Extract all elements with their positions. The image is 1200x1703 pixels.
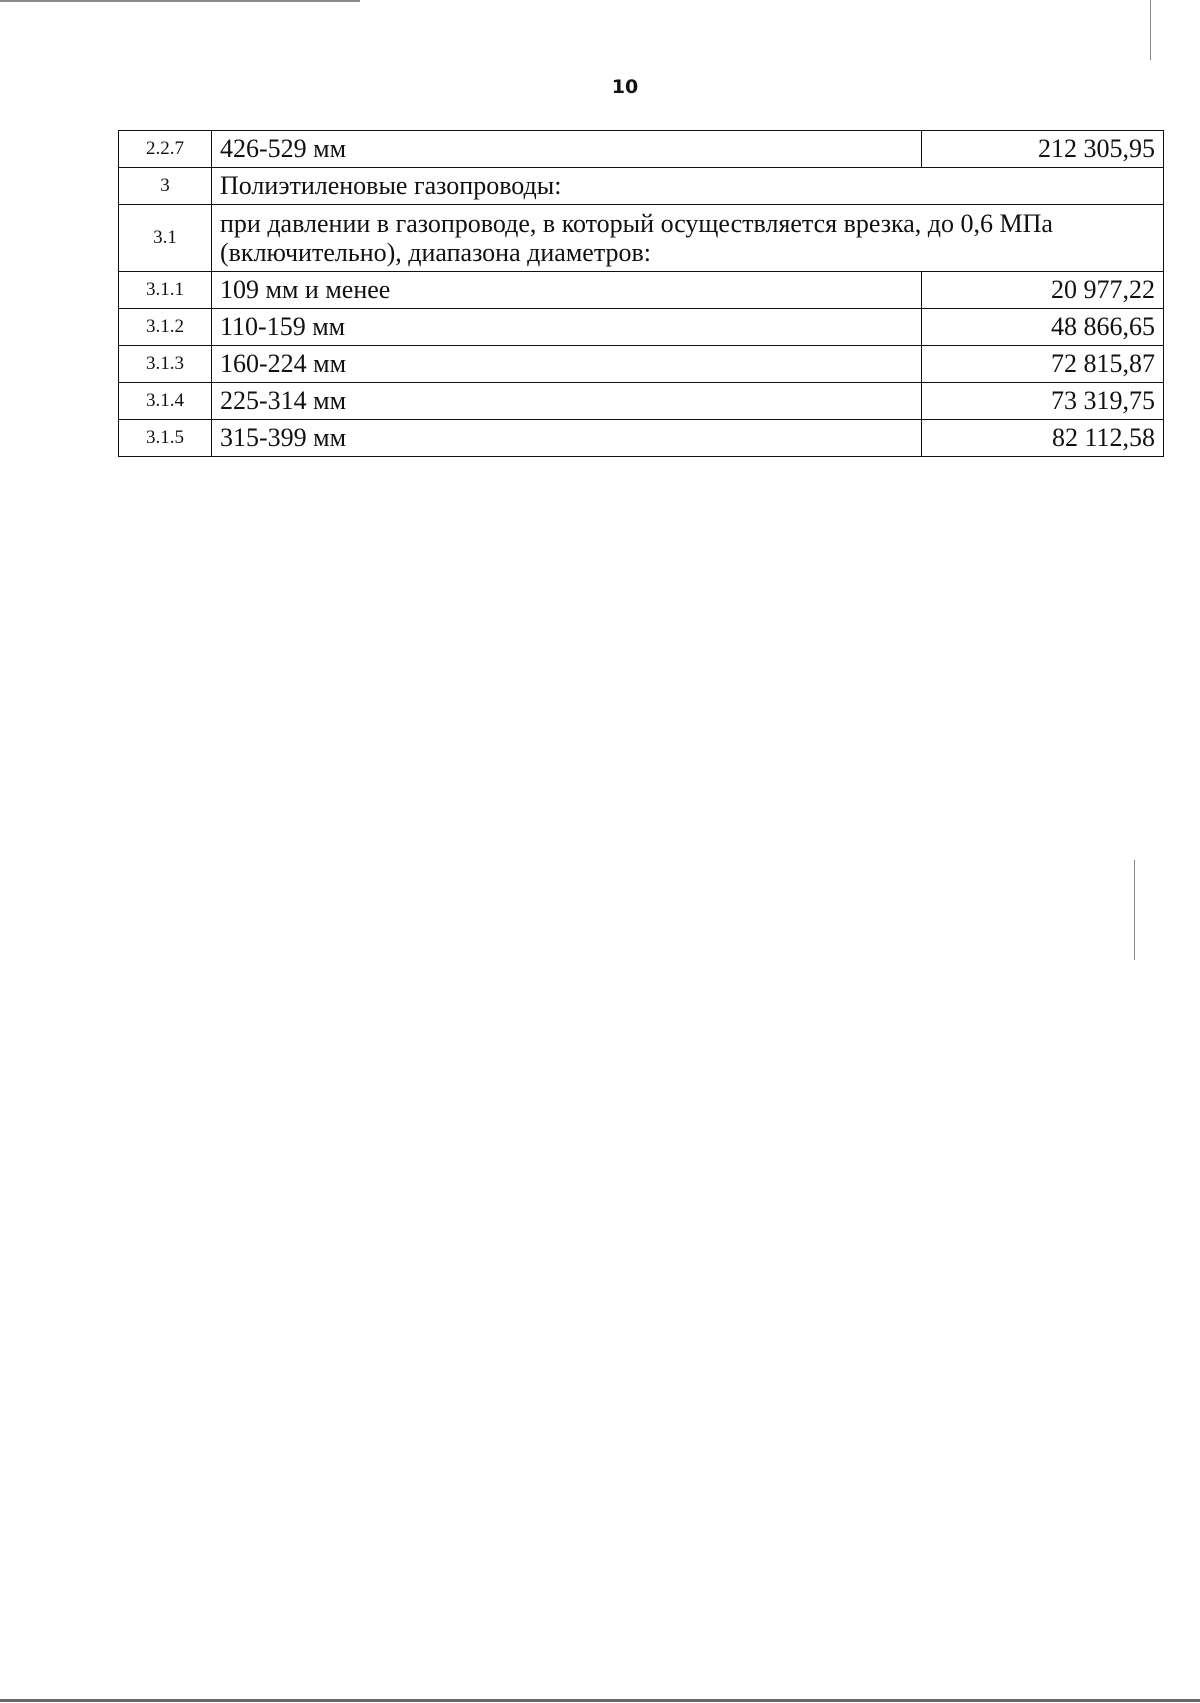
row-description: 426-529 мм [212,131,922,168]
table-row [119,383,1164,420]
row-value: 72 815,87 [922,346,1164,383]
row-value: 212 305,95 [922,131,1164,168]
scan-edge-right-lower [1134,860,1135,960]
row-number: 3.1.1 [119,272,212,309]
table-row [119,346,1164,383]
scan-edge-bottom [0,1699,1200,1702]
row-description: 160-224 мм [212,346,922,383]
table-row [119,309,1164,346]
table-row [119,205,1164,272]
row-value: 82 112,58 [922,420,1164,457]
page-number: 10 [611,76,639,98]
table-row [119,272,1164,309]
row-description: 315-399 мм [212,420,922,457]
tariff-table [118,130,1164,457]
row-number: 3.1.2 [119,309,212,346]
row-value: 73 319,75 [922,383,1164,420]
row-description: 110-159 мм [212,309,922,346]
scan-edge-top [0,0,360,2]
row-number: 3 [119,168,212,205]
row-number: 3.1.4 [119,383,212,420]
row-number: 3.1 [119,205,212,272]
table-row [119,168,1164,205]
row-value: 20 977,22 [922,272,1164,309]
scan-edge-right [1150,0,1151,60]
row-number: 3.1.3 [119,346,212,383]
row-value: 48 866,65 [922,309,1164,346]
table-row [119,420,1164,457]
table-row [119,131,1164,168]
row-description: при давлении в газопроводе, в который осуществляется врезка, до 0,6 МПа (включительно), диапазона диаметров: [212,205,1164,272]
row-number: 2.2.7 [119,131,212,168]
row-description: Полиэтиленовые газопроводы: [212,168,1164,205]
row-number: 3.1.5 [119,420,212,457]
row-description: 225-314 мм [212,383,922,420]
row-description: 109 мм и менее [212,272,922,309]
